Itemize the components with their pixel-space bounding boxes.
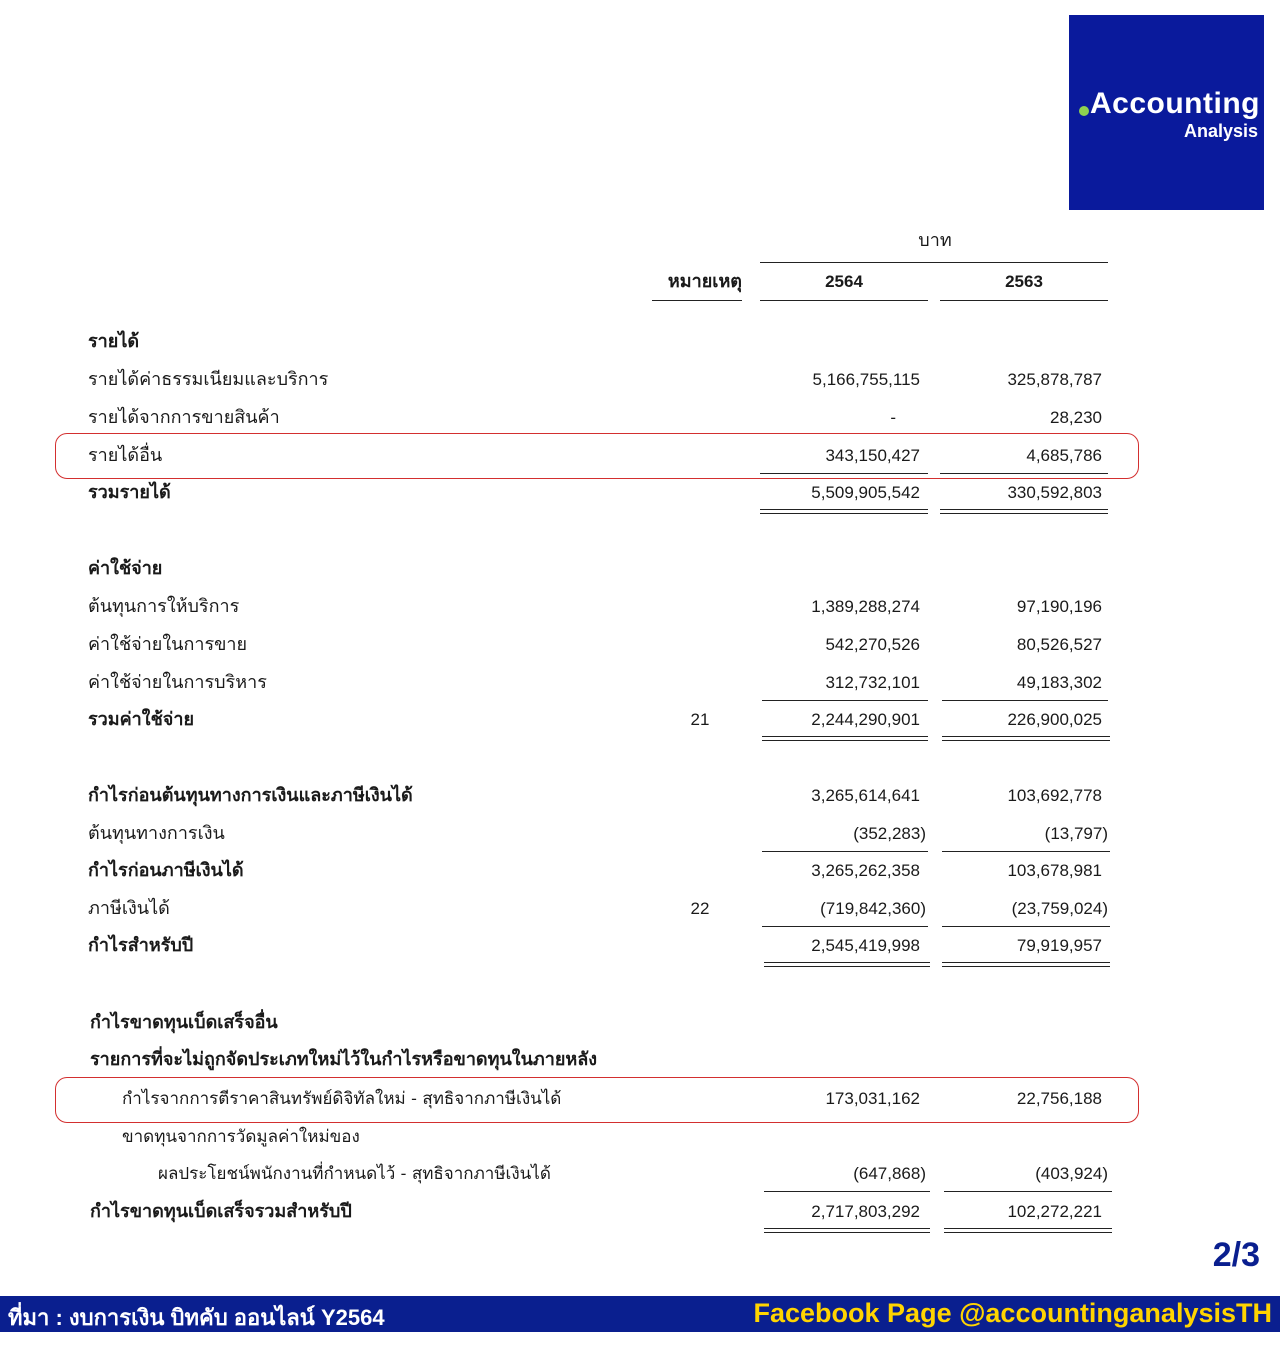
remeasure-2563: (403,924)	[1035, 1164, 1108, 1183]
row-value-2564: -	[890, 408, 896, 427]
pbt-2563: 103,678,981	[1007, 861, 1102, 880]
logo-line1: Accounting	[1090, 87, 1260, 120]
currency-rule	[760, 262, 1108, 263]
total-double-rule	[760, 509, 928, 514]
oci-total-2563: 102,272,221	[1007, 1202, 1102, 1221]
row-value-2563: 28,230	[1050, 408, 1102, 427]
subtotal-rule	[942, 926, 1110, 927]
subtotal-rule	[940, 473, 1108, 474]
row-value-2564: 1,389,288,274	[811, 597, 920, 616]
ebit-label: กำไรก่อนต้นทุนทางการเงินและภาษีเงินได้	[88, 785, 413, 806]
currency-header: บาท	[918, 230, 952, 251]
ebit-2564: 3,265,614,641	[811, 786, 920, 805]
row-label: ค่าใช้จ่ายในการบริหาร	[88, 672, 267, 693]
row-label: ค่าใช้จ่ายในการขาย	[88, 634, 248, 655]
total-double-rule	[764, 962, 930, 967]
brand-logo	[1069, 15, 1264, 210]
oci-heading: กำไรขาดทุนเบ็ดเสร็จอื่น	[90, 1012, 278, 1033]
oci-subheading: รายการที่จะไม่ถูกจัดประเภทใหม่ไว้ในกำไรหรือขาดทุนในภายหลัง	[90, 1049, 598, 1070]
row-label: รายได้จากการขายสินค้า	[88, 407, 280, 428]
row-value-2564: 312,732,101	[825, 673, 920, 692]
row-value-2563: 80,526,527	[1016, 635, 1102, 654]
row-value-2563: 49,183,302	[1016, 673, 1102, 692]
year-2564-header: 2564	[825, 272, 863, 291]
row-value-2563: 97,190,196	[1016, 597, 1102, 616]
expenses-total-2563: 226,900,025	[1007, 710, 1102, 729]
logo-line2: Analysis	[1183, 121, 1258, 141]
subtotal-rule	[942, 851, 1110, 852]
note-header-rule	[652, 300, 742, 301]
tax-label: ภาษีเงินได้	[88, 898, 170, 919]
net-profit-2564: 2,545,419,998	[811, 936, 920, 955]
expenses-total-2564: 2,244,290,901	[811, 710, 920, 729]
footer-bar	[0, 1296, 1280, 1332]
total-double-rule	[942, 962, 1110, 967]
note-column-header: หมายเหตุ	[667, 271, 742, 292]
finance-cost-2564: (352,283)	[853, 824, 926, 843]
revenue-total-2564: 5,509,905,542	[811, 483, 920, 502]
row-label: ต้นทุนการให้บริการ	[88, 596, 240, 617]
tax-2564: (719,842,360)	[820, 899, 926, 918]
finance-cost-2563: (13,797)	[1044, 824, 1108, 843]
source-text: ที่มา : งบการเงิน บิทคับ ออนไลน์ Y2564	[8, 1305, 385, 1330]
row-value-2564: 5,166,755,115	[812, 370, 920, 389]
expenses-heading: ค่าใช้จ่าย	[88, 558, 163, 579]
year-2563-rule	[940, 300, 1108, 301]
revaluation-2564: 173,031,162	[825, 1089, 920, 1108]
logo-dot-icon	[1079, 106, 1089, 116]
remeasure-line1: ขาดทุนจากการวัดมูลค่าใหม่ของ	[122, 1127, 360, 1147]
pbt-label: กำไรก่อนภาษีเงินได้	[88, 860, 244, 881]
net-profit-2563: 79,919,957	[1016, 936, 1102, 955]
subtotal-rule	[764, 1191, 930, 1192]
subtotal-rule	[762, 851, 928, 852]
net-profit-label: กำไรสำหรับปี	[88, 935, 194, 956]
page-indicator: 2/3	[1212, 1236, 1260, 1274]
row-label: รายได้ค่าธรรมเนียมและบริการ	[88, 369, 329, 390]
tax-2563: (23,759,024)	[1011, 899, 1108, 918]
oci-total-2564: 2,717,803,292	[811, 1202, 920, 1221]
remeasure-label: ผลประโยชน์พนักงานที่กำหนดไว้ - สุทธิจากภาษีเงินได้	[158, 1164, 551, 1184]
year-2564-rule	[760, 300, 928, 301]
revenue-heading: รายได้	[88, 331, 140, 352]
revenue-total-2563: 330,592,803	[1007, 483, 1102, 502]
remeasure-2564: (647,868)	[853, 1164, 926, 1183]
row-value-2564: 343,150,427	[825, 446, 920, 465]
subtotal-rule	[762, 700, 928, 701]
year-2563-header: 2563	[1005, 272, 1043, 291]
subtotal-rule	[762, 926, 928, 927]
revaluation-2563: 22,756,188	[1016, 1089, 1102, 1108]
expenses-total-note: 21	[690, 710, 710, 729]
total-double-rule	[762, 736, 928, 741]
row-value-2563: 4,685,786	[1026, 446, 1102, 465]
row-value-2564: 542,270,526	[825, 635, 920, 654]
total-double-rule	[942, 736, 1110, 741]
subtotal-rule	[942, 700, 1108, 701]
oci-total-label: กำไรขาดทุนเบ็ดเสร็จรวมสำหรับปี	[90, 1201, 352, 1222]
pbt-2564: 3,265,262,358	[811, 861, 920, 880]
tax-note: 22	[690, 899, 710, 918]
facebook-page-text: Facebook Page @accountinganalysisTH	[753, 1298, 1272, 1328]
row-label: รายได้อื่น	[88, 445, 163, 466]
row-value-2563: 325,878,787	[1007, 370, 1102, 389]
revaluation-label: กำไรจากการตีราคาสินทรัพย์ดิจิทัลใหม่ - สุทธิจากภาษีเงินได้	[122, 1089, 562, 1109]
finance-cost-label: ต้นทุนทางการเงิน	[88, 823, 225, 844]
subtotal-rule	[944, 1191, 1112, 1192]
total-double-rule	[764, 1228, 930, 1233]
total-double-rule	[940, 509, 1108, 514]
expenses-total-label: รวมค่าใช้จ่าย	[88, 709, 194, 730]
total-double-rule	[944, 1228, 1112, 1233]
revenue-total-label: รวมรายได้	[88, 482, 171, 503]
subtotal-rule	[760, 473, 928, 474]
ebit-2563: 103,692,778	[1007, 786, 1102, 805]
